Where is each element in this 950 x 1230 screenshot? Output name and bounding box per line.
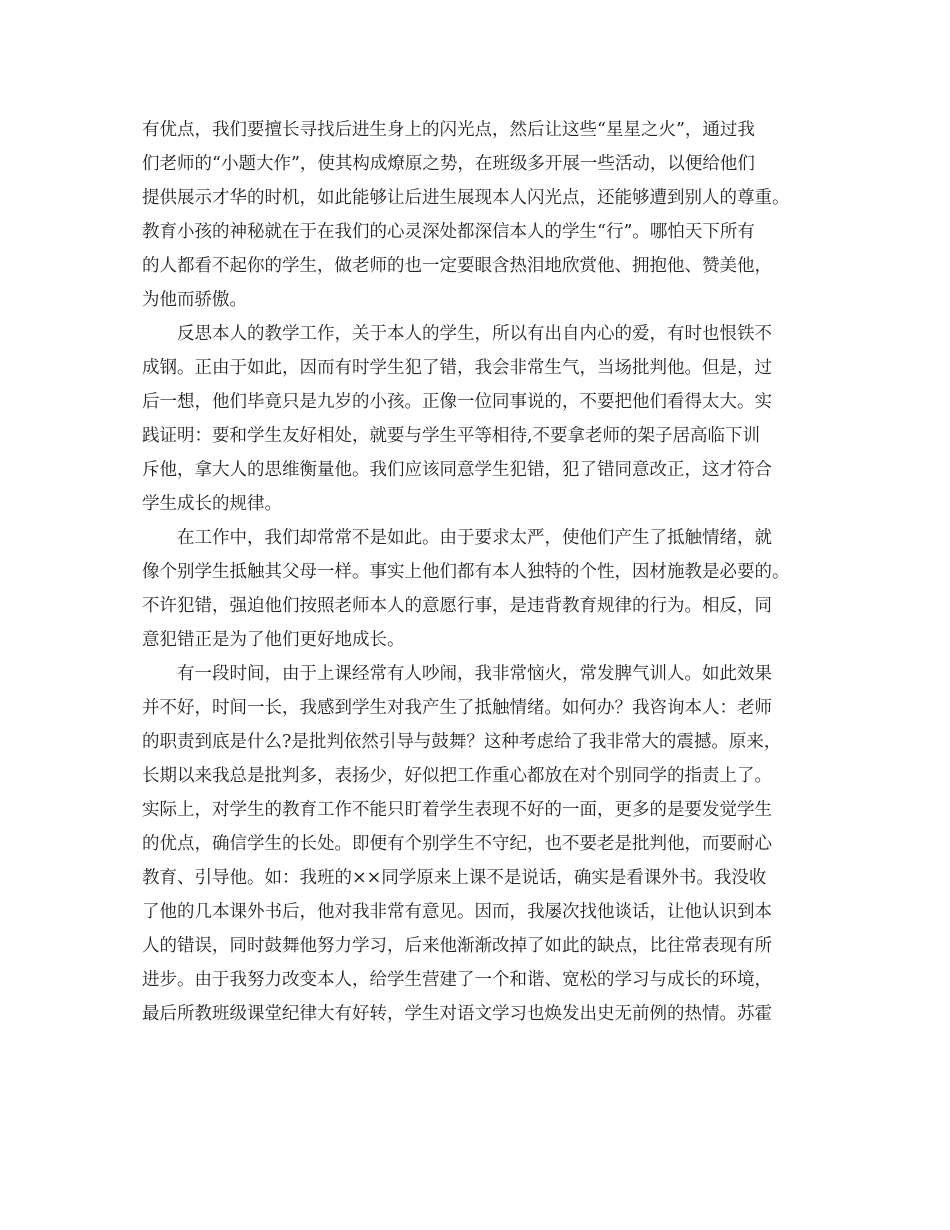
text-line: 意犯错正是为了他们更好地成长。	[142, 630, 405, 650]
paragraph-first-line: 有一段时间，由于上课经常有人吵闹，我非常恼火，常发脾气训人。如此效果	[177, 664, 772, 684]
text-line: 最后所教班级课堂纪律大有好转，学生对语文学习也焕发出史无前例的热情。苏霍	[142, 1004, 772, 1024]
text-line: 教育小孩的神秘就在于在我们的心灵深处都深信本人的学生“行”。哪怕天下所有	[142, 222, 755, 242]
paragraph-first-line: 反思本人的教学工作，关于本人的学生，所以有出自内心的爱，有时也恨铁不	[177, 324, 772, 344]
paragraph-first-line: 在工作中，我们却常常不是如此。由于要求太严，使他们产生了抵触情绪，就	[177, 528, 772, 548]
text-line: 了他的几本课外书后，他对我非常有意见。因而，我屡次找他谈话，让他认识到本	[142, 902, 772, 922]
text-line: 的人都看不起你的学生，做老师的也一定要眼含热泪地欣赏他、拥抱他、赞美他，	[142, 256, 772, 276]
text-line: 成钢。正由于如此，因而有时学生犯了错，我会非常生气，当场批判他。但是，过	[142, 358, 772, 378]
text-line: 并不好，时间一长，我感到学生对我产生了抵触情绪。如何办？我咨询本人：老师	[142, 698, 772, 718]
text-line: 提供展示才华的时机，如此能够让后进生展现本人闪光点，还能够遭到别人的尊重。	[142, 188, 790, 208]
text-line: 的优点，确信学生的长处。即便有个别学生不守纪，也不要老是批判他，而要耐心	[142, 834, 772, 854]
text-line: 长期以来我总是批判多，表扬少，好似把工作重心都放在对个别同学的指责上了。	[142, 766, 772, 786]
text-line: 斥他，拿大人的思维衡量他。我们应该同意学生犯错，犯了错同意改正，这才符合	[142, 460, 772, 480]
text-line: 不许犯错，强迫他们按照老师本人的意愿行事，是违背教育规律的行为。相反，同	[142, 596, 772, 616]
text-line: 践证明：要和学生友好相处，就要与学生平等相待,不要拿老师的架子居高临下训	[142, 426, 761, 446]
text-line: 像个别学生抵触其父母一样。事实上他们都有本人独特的个性，因材施教是必要的。	[142, 562, 790, 582]
text-line: 为他而骄傲。	[142, 290, 247, 310]
text-line: 实际上，对学生的教育工作不能只盯着学生表现不好的一面，更多的是要发觉学生	[142, 800, 772, 820]
text-line: 的职责到底是什么?是批判依然引导与鼓舞？这种考虑给了我非常大的震撼。原来，	[142, 732, 782, 752]
text-line: 教育、引导他。如：我班的××同学原来上课不是说话，确实是看课外书。我没收	[142, 868, 767, 888]
text-line: 学生成长的规律。	[142, 494, 282, 514]
text-line: 人的错误，同时鼓舞他努力学习，后来他渐渐改掉了如此的缺点，比往常表现有所	[142, 936, 772, 956]
text-line: 进步。由于我努力改变本人，给学生营建了一个和谐、宽松的学习与成长的环境，	[142, 970, 772, 990]
text-line: 后一想，他们毕竟只是九岁的小孩。正像一位同事说的，不要把他们看得太大。实	[142, 392, 772, 412]
text-line: 有优点，我们要擅长寻找后进生身上的闪光点，然后让这些“星星之火”，通过我	[142, 120, 755, 140]
text-line: 们老师的“小题大作”，使其构成燎原之势，在班级多开展一些活动，以便给他们	[142, 154, 755, 174]
